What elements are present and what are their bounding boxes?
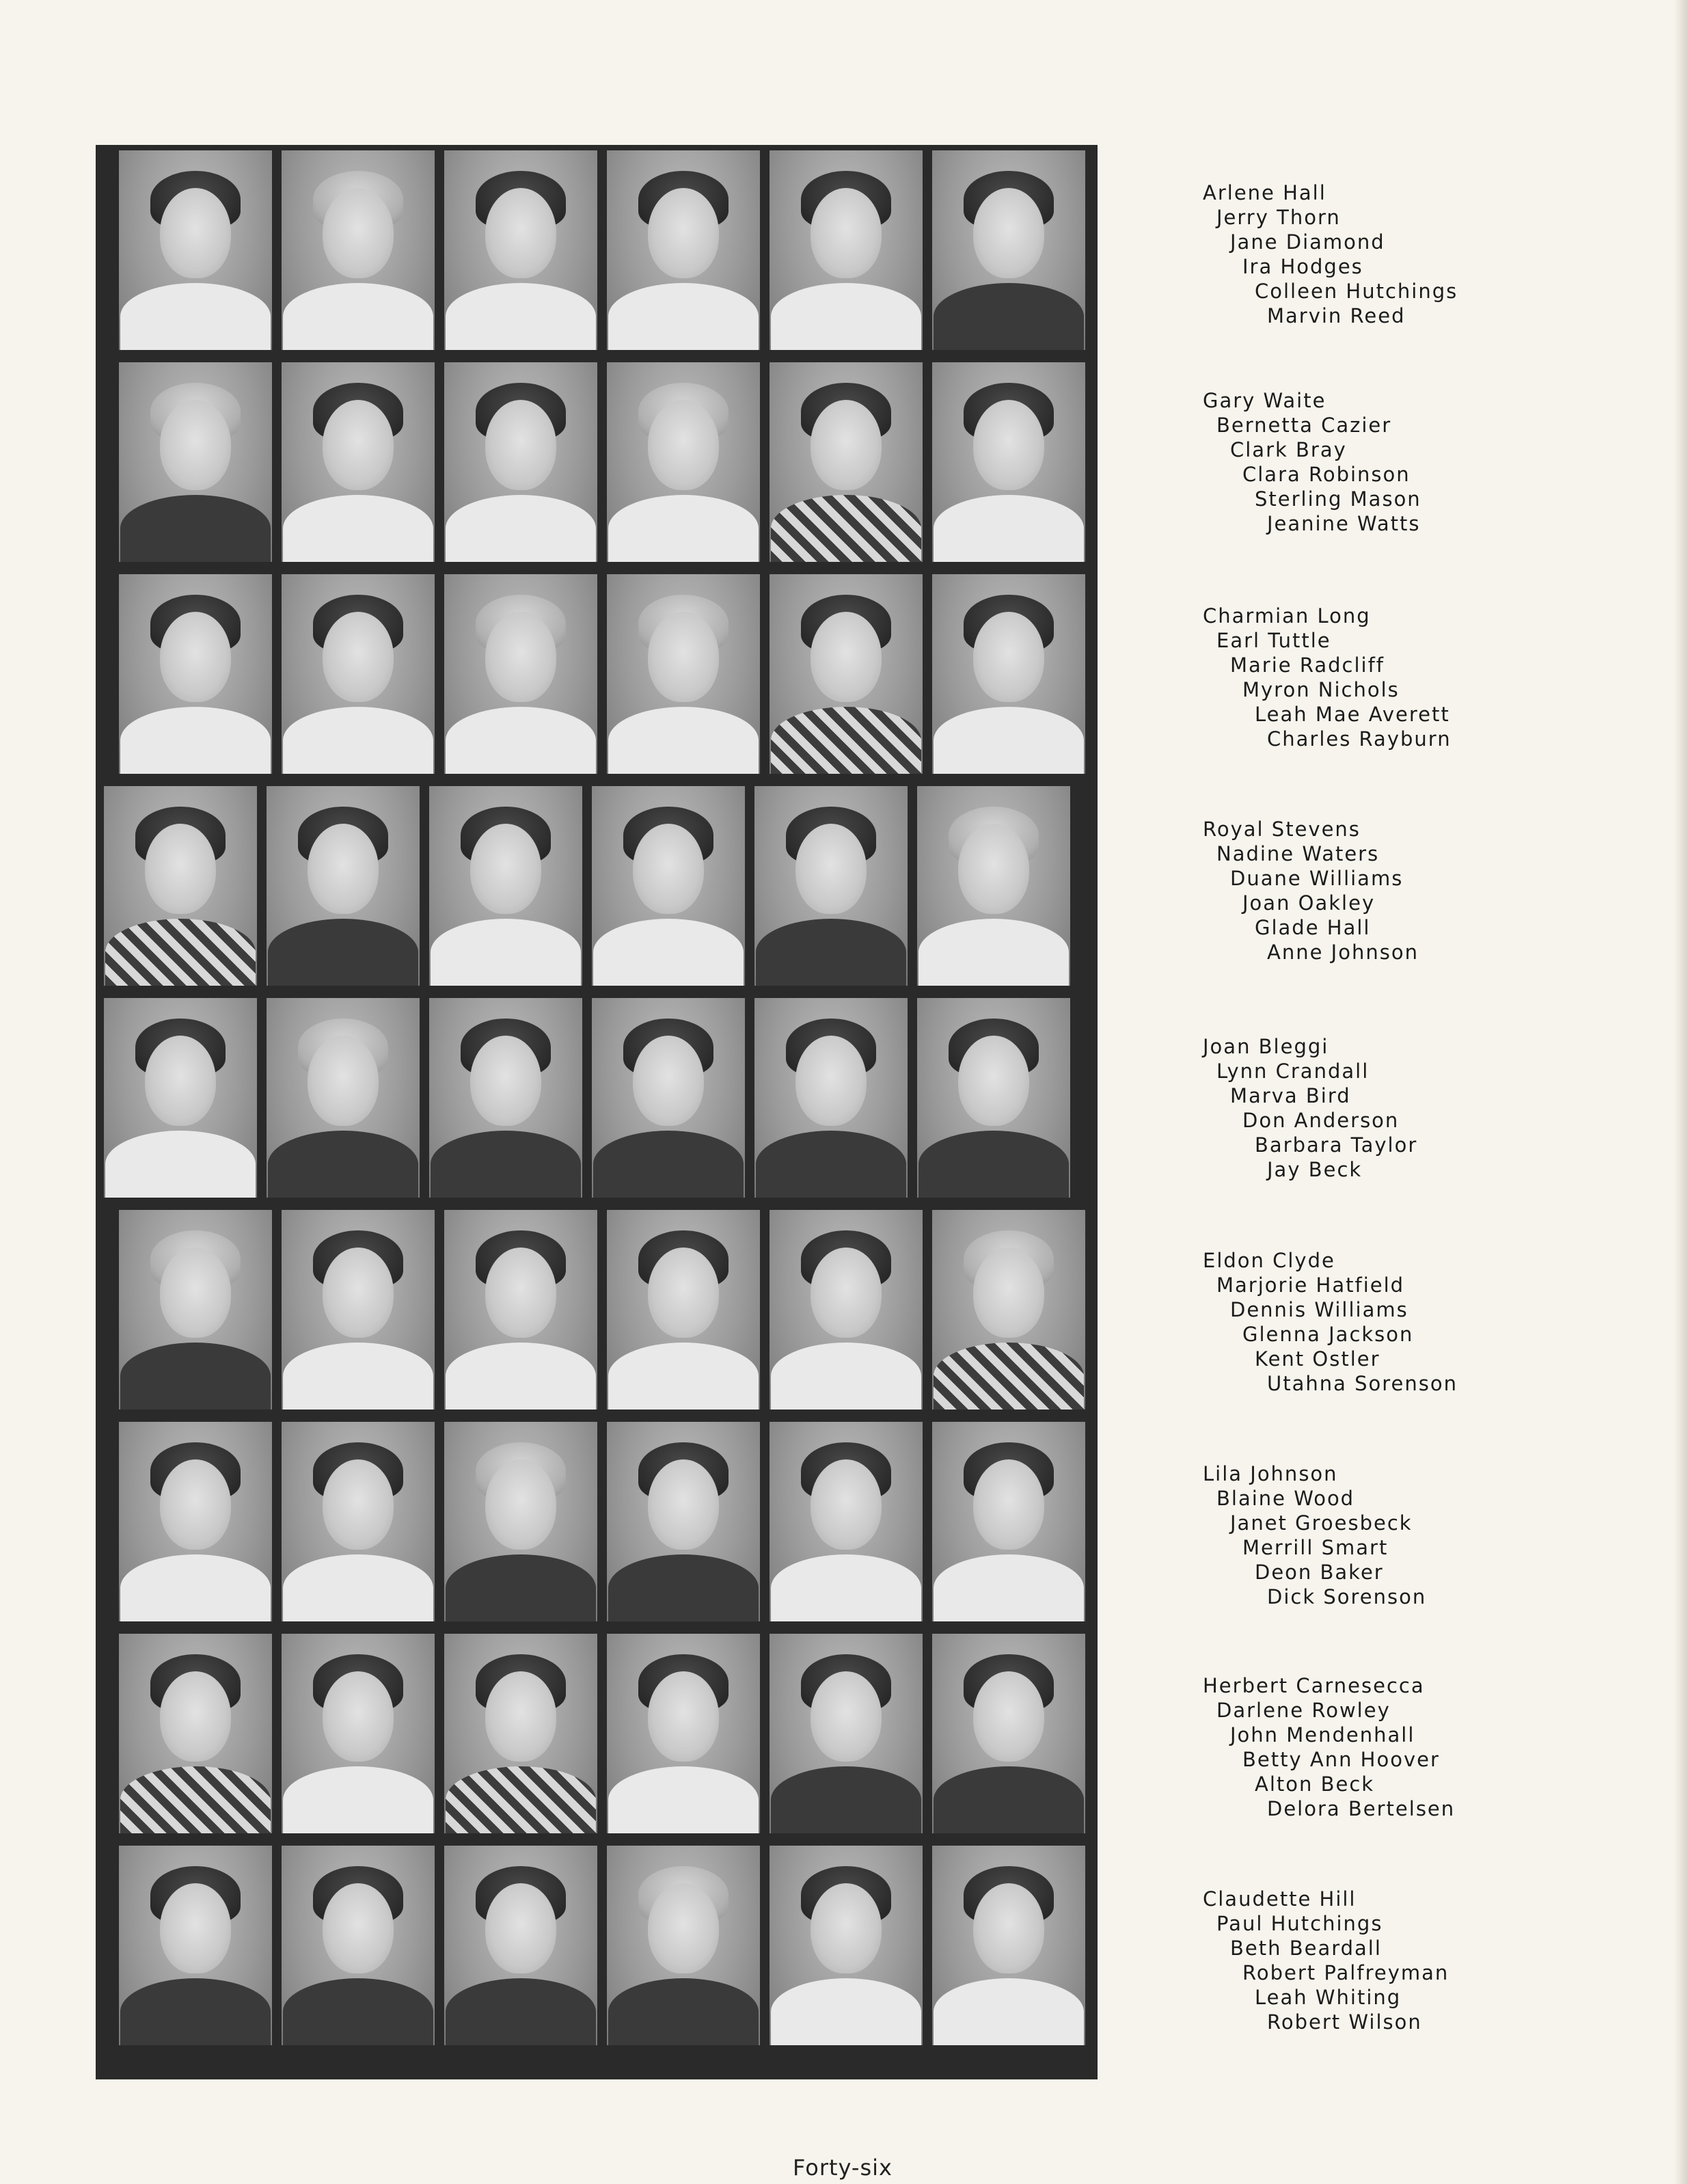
student-name: Sterling Mason — [1255, 487, 1421, 511]
student-name: Dick Sorenson — [1267, 1585, 1427, 1608]
student-name: Don Anderson — [1242, 1109, 1400, 1132]
student-name: Deon Baker — [1255, 1561, 1384, 1584]
portrait-photo — [282, 574, 435, 774]
portrait-photo — [592, 786, 745, 986]
student-name: Blaine Wood — [1216, 1487, 1355, 1510]
student-name: Marva Bird — [1230, 1084, 1351, 1107]
portrait-photo — [429, 998, 582, 1198]
portrait-photo — [119, 1846, 272, 2045]
portrait-photo — [119, 574, 272, 774]
portrait-photo — [282, 150, 435, 350]
student-name: Royal Stevens — [1203, 818, 1361, 841]
student-name: Earl Tuttle — [1216, 629, 1331, 652]
portrait-photo — [607, 362, 760, 562]
portrait-photo — [754, 998, 908, 1198]
student-name: Charmian Long — [1203, 604, 1371, 628]
portrait-photo — [932, 1210, 1085, 1410]
portrait-photo — [444, 362, 597, 562]
student-name: Lila Johnson — [1203, 1462, 1338, 1485]
portrait-photo — [770, 1846, 923, 2045]
name-list-row-8 — [1203, 1673, 1667, 1821]
portrait-photo — [282, 1210, 435, 1410]
portrait-photo — [607, 1634, 760, 1833]
name-list-row-1 — [1203, 180, 1667, 328]
portrait-photo — [932, 150, 1085, 350]
portrait-photo — [607, 150, 760, 350]
student-name: Dennis Williams — [1230, 1298, 1408, 1321]
student-name: Janet Groesbeck — [1230, 1511, 1413, 1535]
portrait-row-5 — [96, 993, 1098, 1198]
student-name: Gary Waite — [1203, 389, 1326, 412]
portrait-row-2 — [96, 357, 1098, 562]
portrait-photo — [282, 1634, 435, 1833]
portrait-panel — [96, 145, 1098, 2079]
portrait-photo — [429, 786, 582, 986]
student-name: Kent Ostler — [1255, 1347, 1380, 1371]
portrait-row-1 — [96, 145, 1098, 350]
student-name: Delora Bertelsen — [1267, 1797, 1456, 1820]
student-name: John Mendenhall — [1230, 1723, 1415, 1747]
student-name: Leah Whiting — [1255, 1986, 1402, 2009]
portrait-row-9 — [96, 1840, 1098, 2045]
portrait-photo — [770, 1210, 923, 1410]
student-name: Arlene Hall — [1203, 181, 1326, 204]
page-edge — [1674, 0, 1688, 2184]
portrait-photo — [592, 998, 745, 1198]
student-name: Beth Beardall — [1230, 1937, 1382, 1960]
student-name: Colleen Hutchings — [1255, 280, 1458, 303]
portrait-photo — [444, 574, 597, 774]
portrait-photo — [119, 1634, 272, 1833]
student-name: Jay Beck — [1267, 1158, 1363, 1181]
portrait-row-7 — [96, 1416, 1098, 1621]
name-list-row-6 — [1203, 1248, 1667, 1396]
portrait-photo — [770, 574, 923, 774]
portrait-row-4 — [96, 781, 1098, 986]
portrait-photo — [104, 998, 257, 1198]
name-list-row-2 — [1203, 388, 1667, 536]
student-name: Duane Williams — [1230, 867, 1404, 890]
student-name: Barbara Taylor — [1255, 1133, 1418, 1157]
portrait-photo — [104, 786, 257, 986]
student-name: Bernetta Cazier — [1216, 414, 1392, 437]
portrait-photo — [607, 1846, 760, 2045]
student-name: Robert Wilson — [1267, 2010, 1422, 2034]
portrait-photo — [607, 574, 760, 774]
student-name: Leah Mae Averett — [1255, 703, 1450, 726]
portrait-photo — [754, 786, 908, 986]
portrait-photo — [770, 1422, 923, 1621]
student-name: Jeanine Watts — [1267, 512, 1421, 535]
portrait-photo — [444, 1634, 597, 1833]
name-list-row-5 — [1203, 1034, 1667, 1182]
student-name: Jerry Thorn — [1216, 206, 1341, 229]
student-name: Myron Nichols — [1242, 678, 1400, 701]
portrait-row-8 — [96, 1628, 1098, 1833]
portrait-photo — [917, 998, 1070, 1198]
portrait-photo — [282, 1422, 435, 1621]
portrait-photo — [444, 1846, 597, 2045]
student-name: Alton Beck — [1255, 1772, 1375, 1796]
portrait-photo — [119, 1210, 272, 1410]
student-name: Herbert Carnesecca — [1203, 1674, 1425, 1697]
portrait-photo — [282, 362, 435, 562]
student-name: Betty Ann Hoover — [1242, 1748, 1440, 1771]
portrait-photo — [932, 1846, 1085, 2045]
student-name: Paul Hutchings — [1216, 1912, 1383, 1935]
portrait-photo — [932, 574, 1085, 774]
student-name: Ira Hodges — [1242, 255, 1363, 278]
portrait-photo — [119, 150, 272, 350]
name-list-row-3 — [1203, 604, 1667, 751]
portrait-photo — [267, 786, 420, 986]
student-name: Glenna Jackson — [1242, 1323, 1414, 1346]
student-name: Merrill Smart — [1242, 1536, 1389, 1559]
student-name: Marvin Reed — [1267, 304, 1406, 327]
portrait-photo — [917, 786, 1070, 986]
student-name: Nadine Waters — [1216, 842, 1380, 865]
portrait-photo — [770, 150, 923, 350]
student-name: Utahna Sorenson — [1267, 1372, 1458, 1395]
student-name: Charles Rayburn — [1267, 727, 1452, 751]
student-name: Darlene Rowley — [1216, 1699, 1391, 1722]
portrait-photo — [444, 150, 597, 350]
portrait-photo — [444, 1210, 597, 1410]
portrait-photo — [119, 1422, 272, 1621]
portrait-photo — [770, 1634, 923, 1833]
portrait-photo — [444, 1422, 597, 1621]
portrait-photo — [119, 362, 272, 562]
student-name: Glade Hall — [1255, 916, 1371, 939]
student-name: Anne Johnson — [1267, 941, 1419, 964]
student-name: Joan Oakley — [1242, 891, 1376, 915]
portrait-photo — [932, 1634, 1085, 1833]
name-list-row-7 — [1203, 1461, 1667, 1609]
portrait-photo — [770, 362, 923, 562]
student-name: Robert Palfreyman — [1242, 1961, 1449, 1984]
portrait-photo — [932, 362, 1085, 562]
portrait-photo — [607, 1422, 760, 1621]
portrait-photo — [607, 1210, 760, 1410]
student-name: Eldon Clyde — [1203, 1249, 1335, 1272]
student-name: Clara Robinson — [1242, 463, 1411, 486]
student-name: Marjorie Hatfield — [1216, 1273, 1405, 1297]
student-name: Joan Bleggi — [1203, 1035, 1329, 1058]
student-name: Clark Bray — [1230, 438, 1347, 461]
page-number: Forty-six — [793, 2155, 893, 2181]
portrait-photo — [932, 1422, 1085, 1621]
portrait-row-3 — [96, 569, 1098, 774]
student-name: Jane Diamond — [1230, 230, 1385, 254]
portrait-photo — [282, 1846, 435, 2045]
name-list-row-4 — [1203, 817, 1667, 965]
portrait-photo — [267, 998, 420, 1198]
portrait-row-6 — [96, 1204, 1098, 1410]
student-name: Marie Radcliff — [1230, 653, 1385, 677]
name-list-row-9 — [1203, 1887, 1667, 2034]
student-name: Claudette Hill — [1203, 1887, 1357, 1911]
student-name: Lynn Crandall — [1216, 1060, 1370, 1083]
